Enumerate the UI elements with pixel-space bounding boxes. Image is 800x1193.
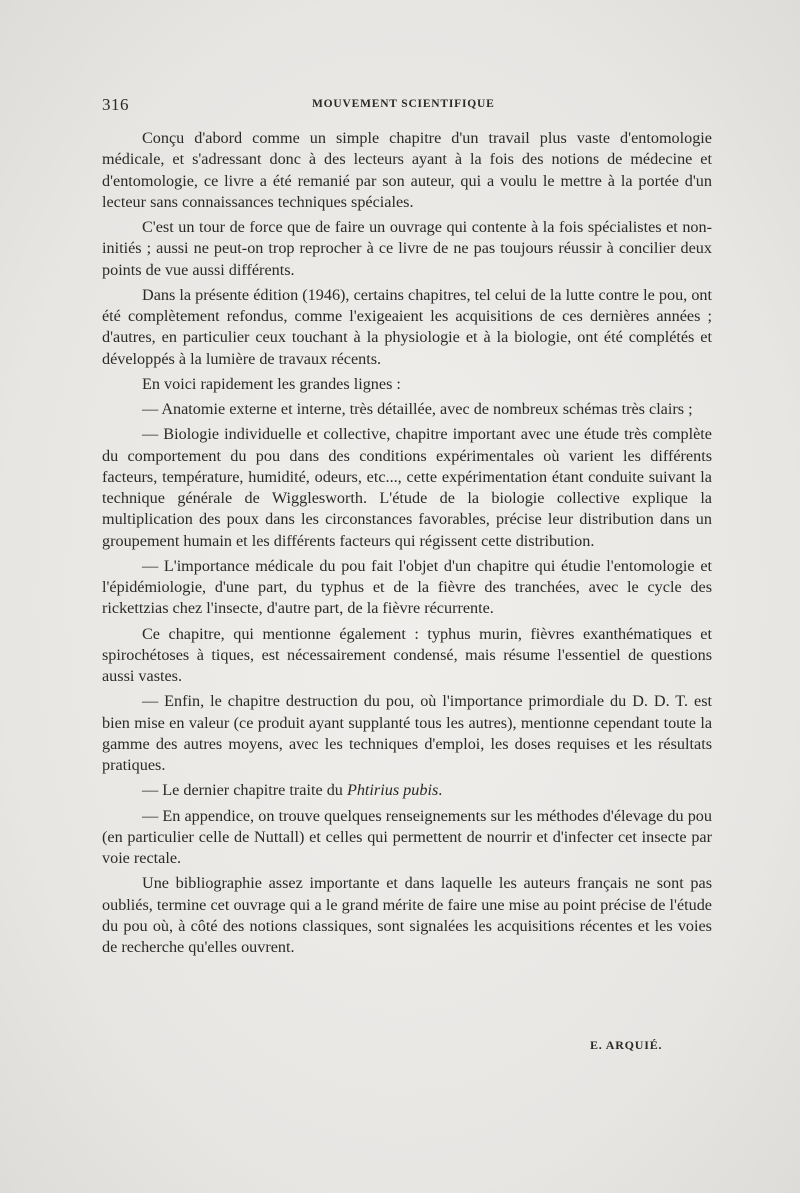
list-item-destruction: — Enfin, le chapitre destruction du pou, où l'importance primordiale du D. D. T. est bien mise en valeur (ce produit ayant supplanté tous les autres), mentionne cependant toute la gamme des autres moyens, avec les techniques d'emploi, les doses requises et les résultats pratiques.	[102, 692, 712, 774]
list-item-appendix: — En appendice, on trouve quelques renseignements sur les méthodes d'élevage du pou (en particulier celle de Nuttall) et celles qui permettent de nourrir et d'infecter cet insecte par voie rectale.	[102, 806, 712, 867]
paragraph: Dans la présente édition (1946), certains chapitres, tel celui de la lutte contre le pou, ont été complètement refondus, comme l'exigeaient les acquisitions de ces dernières années ; d'autres, en particulier ceux touchant à la physiologie et à la biologie, ont été complétés et développés à la lumière de travaux récents.	[102, 285, 712, 368]
paragraph: Ce chapitre, qui mentionne également : typhus murin, fièvres exanthématiques et spirochétoses à tiques, est nécessairement condensé, mais résume l'essentiel de questions aussi vastes.	[102, 624, 712, 685]
list-item-last-chapter	[102, 780, 712, 801]
page-header	[102, 95, 712, 115]
text-segment: .	[438, 781, 443, 800]
paragraph: C'est un tour de force que de faire un ouvrage qui contente à la fois spécialistes et non-initiés ; aussi ne peut-on trop reprocher à ce livre de ne pas toujours réussir à concilier deux points de vue aussi différents.	[102, 218, 712, 279]
list-item-biology: — Biologie individuelle et collective, chapitre important avec une étude très complète du comportement du pou dans des conditions expérimentales où varient les différents facteurs, température, humidité, odeurs, etc..., cette expérimentation étant conduite suivant la technique générale de Wigglesworth. L'étude de la biologie collective explique la multiplication des poux dans les circonstances favorables, précise leur distribution dans un groupement humain et les différents facteurs qui régissent cette distribution.	[102, 425, 712, 550]
text-segment: — Le dernier chapitre traite du	[142, 781, 347, 800]
list-item-anatomy: — Anatomie externe et interne, très détaillée, avec de nombreux schémas très clairs ;	[142, 400, 693, 418]
running-head: MOUVEMENT SCIENTIFIQUE	[312, 98, 495, 110]
author-signature: E. ARQUIÉ.	[590, 1038, 663, 1052]
review-body	[102, 128, 712, 962]
page-number: 316	[102, 95, 129, 114]
species-name: Phtirius pubis	[346, 781, 439, 800]
paragraph: Conçu d'abord comme un simple chapitre d'un travail plus vaste d'entomologie médicale, et s'adressant donc à des lecteurs ayant à la fois des notions de médecine et d'entomologie, ce livre a été remanié par son auteur, qui a voulu le mettre à la portée d'un lecteur sans connaissances techniques spéciales.	[102, 129, 712, 211]
paragraph: En voici rapidement les grandes lignes :	[142, 374, 401, 393]
paragraph-conclusion: Une bibliographie assez importante et dans laquelle les auteurs français ne sont pas oubliés, termine cet ouvrage qui a le grand mérite de faire une mise au point précise de l'étude du pou où, à côté des notions classiques, sont signalées les acquisitions récentes et les voies de recherche qu'elles ouvrent.	[102, 874, 712, 956]
list-item-medical-importance: — L'importance médicale du pou fait l'objet d'un chapitre qui étudie l'entomologie et l'épidémiologie, d'une part, du typhus et de la fièvre des tranchées, avec le cycle des rickettzias chez l'insecte, d'autre part, de la fièvre récurrente.	[102, 556, 712, 618]
